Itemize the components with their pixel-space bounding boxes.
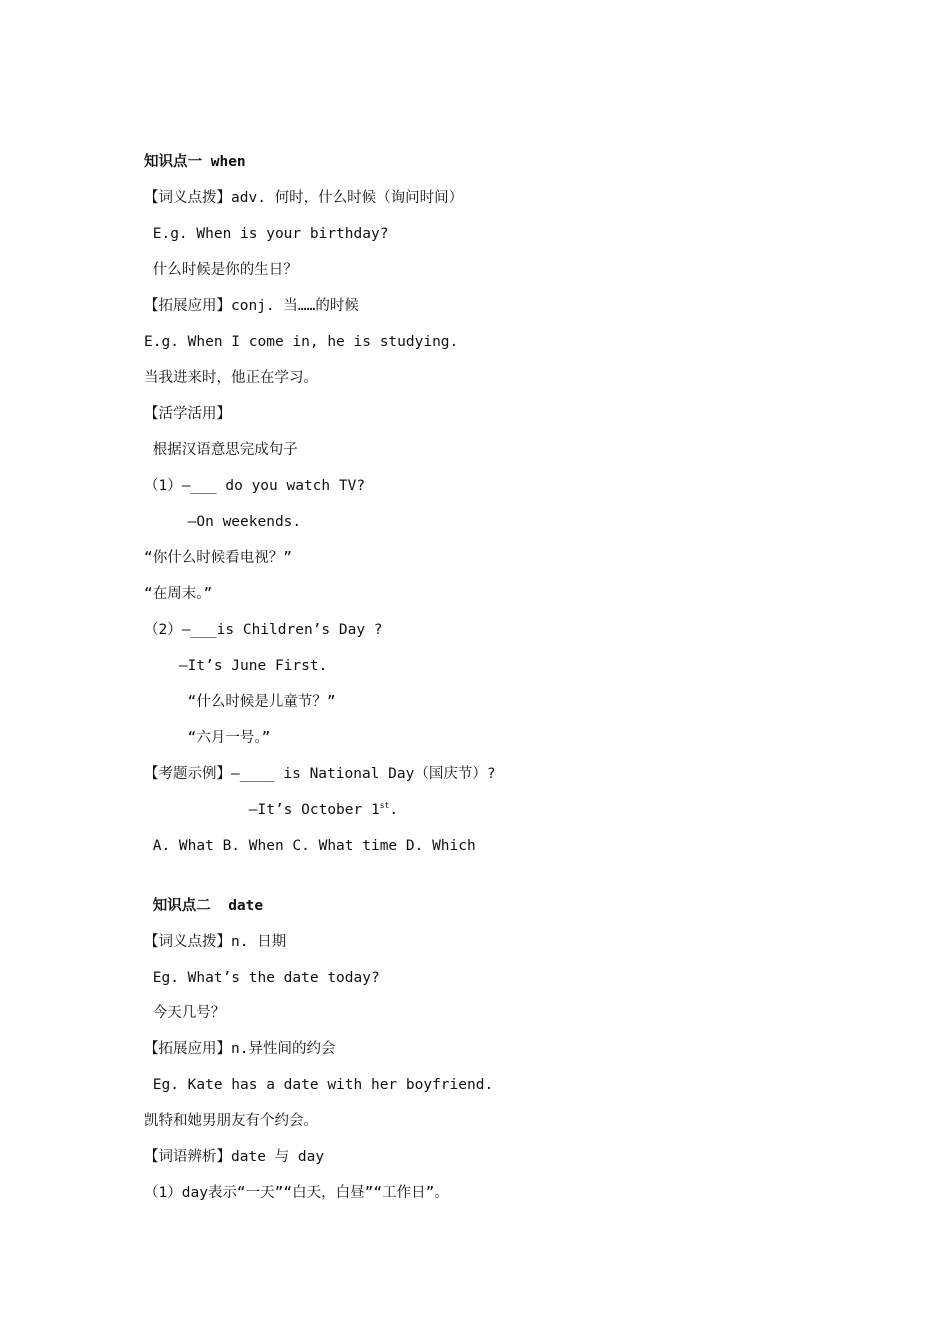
example-line: Eg. What’s the date today? xyxy=(144,970,380,986)
example-line: E.g. When is your birthday? xyxy=(144,226,389,242)
example-line: Eg. Kate has a date with her boyfriend. xyxy=(144,1077,494,1093)
exercise-translation: “什么时候是儿童节？” xyxy=(144,694,336,710)
exercise-line: （2）—___is Children’s Day ? xyxy=(144,622,383,638)
exercise-line: —On weekends. xyxy=(144,514,302,530)
answer-text: —It’s October 1 xyxy=(144,802,380,818)
translation-line: 什么时候是你的生日？ xyxy=(144,262,298,278)
answer-options: A. What B. When C. What time D. Which xyxy=(144,838,476,854)
translation-line: 当我进来时，他正在学习。 xyxy=(144,370,318,386)
extension-line: 【拓展应用】conj. 当……的时候 xyxy=(144,298,359,314)
distinction-line: （1）day表示“一天”“白天，白昼”“工作日”。 xyxy=(144,1185,449,1201)
distinction-heading: 【词语辨析】date 与 day xyxy=(144,1149,325,1165)
extension-line: 【拓展应用】n.异性间的约会 xyxy=(144,1041,336,1057)
translation-line: 今天几号？ xyxy=(144,1005,226,1021)
answer-period: . xyxy=(389,802,399,818)
meaning-line: 【词义点拨】n. 日期 xyxy=(144,934,287,950)
exercise-translation: “你什么时候看电视？” xyxy=(144,550,292,566)
ordinal-suffix: st xyxy=(379,801,390,811)
practice-heading: 【活学活用】 xyxy=(144,406,231,422)
section-title-date: 知识点二 date xyxy=(144,898,264,914)
exercise-translation: “在周末。” xyxy=(144,586,213,602)
exam-example-line: 【考题示例】—____ is National Day（国庆节）? xyxy=(144,766,496,782)
translation-line: 凯特和她男朋友有个约会。 xyxy=(144,1113,318,1129)
exam-example-answer xyxy=(144,800,398,820)
section-title-when: 知识点一 when xyxy=(144,154,246,170)
example-line: E.g. When I come in, he is studying. xyxy=(144,334,459,350)
exercise-line: （1）—___ do you watch TV? xyxy=(144,478,366,494)
exercise-line: —It’s June First. xyxy=(144,658,328,674)
instruction-line: 根据汉语意思完成句子 xyxy=(144,442,298,458)
exercise-translation: “六月一号。” xyxy=(144,730,271,746)
meaning-line: 【词义点拨】adv. 何时，什么时候（询问时间） xyxy=(144,190,464,206)
